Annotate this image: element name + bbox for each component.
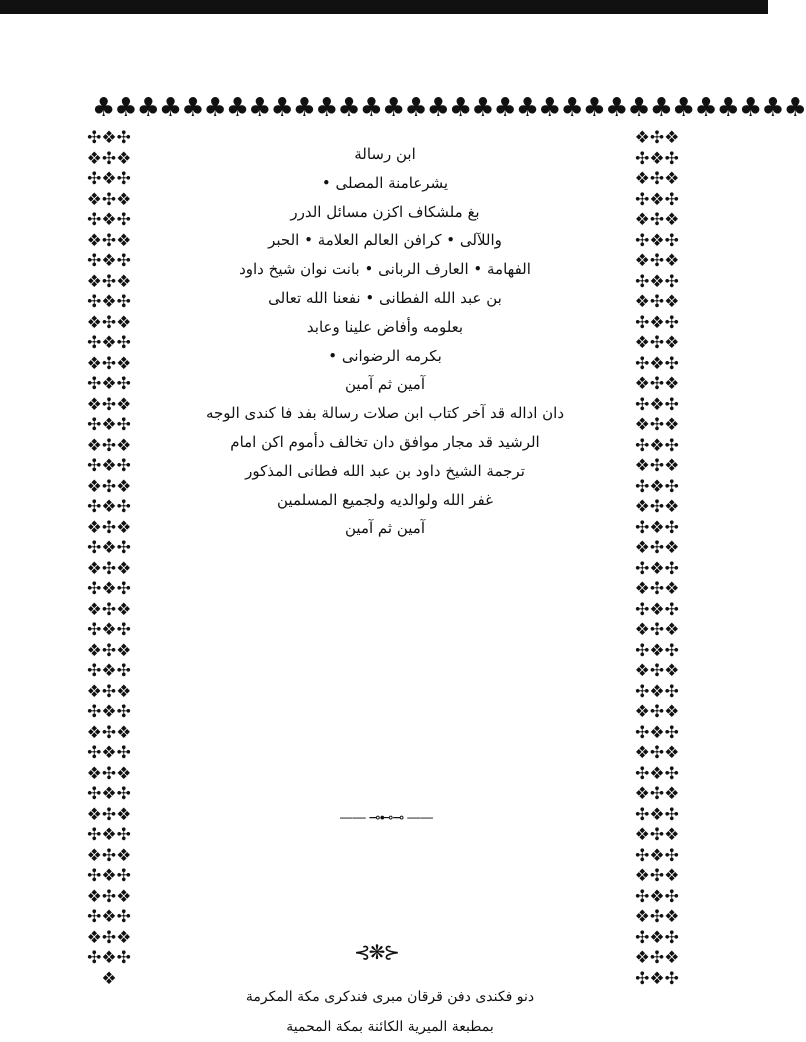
text-line-14: آمين ثم آمين — [345, 519, 425, 538]
footer-line-2: بمطبعة الميرية الكائنة بمكة المحمية — [286, 1019, 494, 1035]
text-line-6: بن عبد الله الفطانى • نفعنا الله تعالى — [268, 288, 502, 307]
scan-edge-bar — [0, 0, 768, 14]
text-line-7: بعلومه وأفاض علينا وعابد — [306, 317, 464, 336]
text-line-1: ابن رسالة — [354, 145, 416, 163]
text-line-2: يشرعامنة المصلى • — [321, 173, 449, 192]
text-line-12: ترجمة الشيخ داود بن عبد الله فطانى المذكور — [245, 461, 525, 480]
text-line-3: بغ ملشكاف اكزن مسائل الدرر — [290, 202, 480, 221]
ornamental-border-left: ✣❖✣❖✣❖✣❖✣❖✣❖✣❖✣❖✣❖✣❖✣❖✣❖✣❖✣❖✣❖✣❖✣❖✣❖✣❖✣❖✣❖✣❖✣❖✣❖✣❖✣❖✣❖✣❖✣❖✣❖✣❖✣❖✣❖✣❖✣❖✣❖✣❖✣❖✣❖✣❖✣❖✣❖✣❖✣❖✣❖✣❖✣❖✣❖✣❖✣❖✣❖✣❖✣❖✣❖✣❖✣❖✣❖✣❖✣❖✣❖✣❖✣❖ — [86, 128, 132, 989]
colophon-text — [150, 140, 620, 543]
text-line-4: واللآلى • كرافن العالم العلامة • الحبر — [268, 231, 502, 250]
footer-line-1: دنو فكندى دفن قرقان مبرى فندكرى مكة المكرمة — [245, 989, 535, 1005]
text-line-13: غفر الله ولوالديه ولجميع المسلمين — [277, 490, 493, 509]
text-line-9: آمين ثم آمين — [345, 375, 425, 394]
section-divider: —— ⊸⊷⊸ —— — [339, 810, 433, 826]
text-line-10: دان اداله قد آخر كتاب ابن صلات رسالة بفد فا كندى الوجه — [205, 404, 565, 423]
text-line-5: الفهامة • العارف الربانى • بانت نوان شيخ داود — [239, 260, 531, 279]
printer-footer — [200, 982, 580, 1042]
text-line-11: الرشيد قد مجار موافق دان تخالف دأموم اكن امام — [230, 432, 540, 451]
ornament-icon: ⊰❋⊱ — [353, 940, 399, 964]
text-line-8: بكرمه الرضوانى • — [328, 346, 442, 365]
ornamental-border-right: ❖✣❖✣❖✣❖✣❖✣❖✣❖✣❖✣❖✣❖✣❖✣❖✣❖✣❖✣❖✣❖✣❖✣❖✣❖✣❖✣❖✣❖✣❖✣❖✣❖✣❖✣❖✣❖✣❖✣❖✣❖✣❖✣❖✣❖✣❖✣❖✣❖✣❖✣❖✣❖✣❖✣❖✣❖✣❖✣❖✣❖✣❖✣❖✣❖✣❖✣❖✣❖✣❖✣❖✣❖✣❖✣❖✣❖✣❖✣❖✣❖✣❖✣❖✣ — [634, 128, 680, 989]
ornamental-border-top: ♣♣♣♣♣♣♣♣♣♣♣♣♣♣♣♣♣♣♣♣♣♣♣♣♣♣♣♣♣♣♣♣ — [92, 93, 806, 123]
